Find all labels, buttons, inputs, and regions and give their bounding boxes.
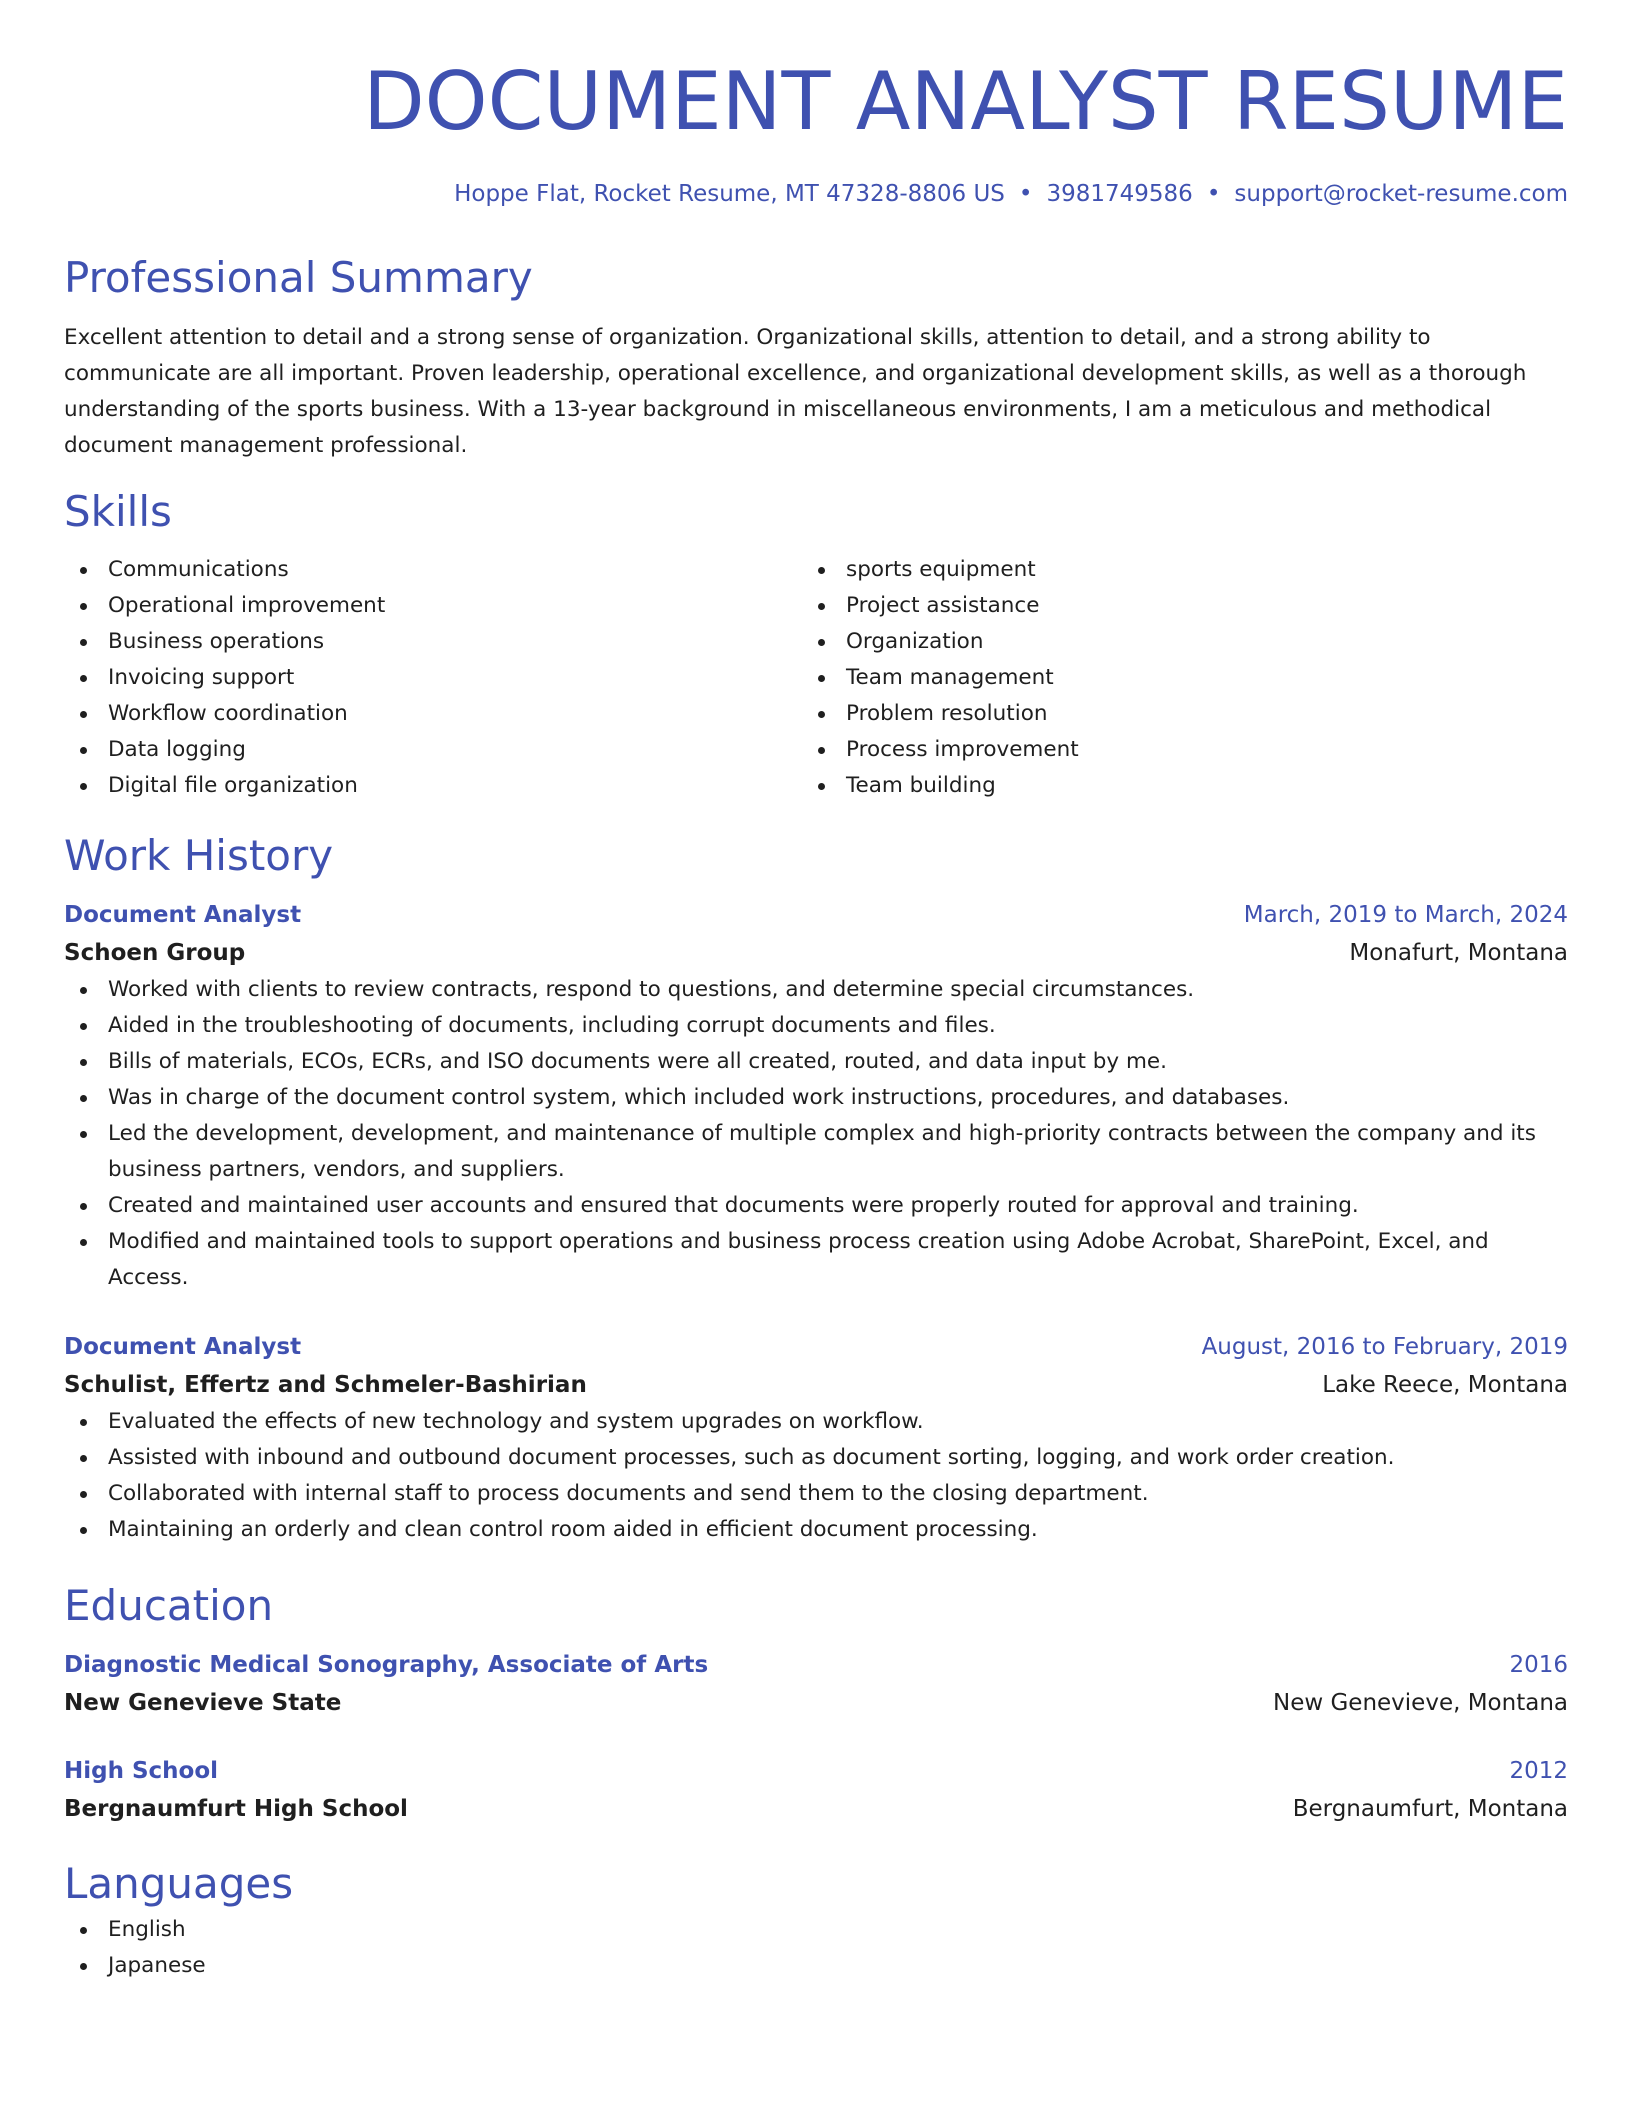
skill-item: Process improvement bbox=[802, 732, 1540, 768]
job-bullet: Was in charge of the document control system, which included work instructions, procedures, and databases. bbox=[64, 1080, 1568, 1116]
skill-item: Project assistance bbox=[802, 588, 1540, 624]
job-entry bbox=[64, 1328, 1568, 1548]
education-entry bbox=[64, 1752, 1568, 1828]
resume-header bbox=[64, 0, 1568, 210]
job-title: Document Analyst bbox=[64, 902, 302, 928]
skills-heading: Skills bbox=[64, 487, 172, 536]
job-company: Schulist, Effertz and Schmeler-Bashirian bbox=[64, 1372, 587, 1398]
contact-separator: • bbox=[1206, 181, 1221, 207]
resume-title: DOCUMENT ANALYST RESUME bbox=[363, 55, 1568, 148]
contact-line bbox=[64, 178, 1568, 210]
languages-list bbox=[64, 1912, 1568, 1984]
skills-column-right bbox=[802, 552, 1540, 804]
education-heading: Education bbox=[64, 1581, 274, 1630]
job-dates: March, 2019 to March, 2024 bbox=[1243, 902, 1568, 928]
skill-item: Operational improvement bbox=[64, 588, 802, 624]
job-bullets bbox=[64, 1404, 1568, 1548]
education-year: 2016 bbox=[1509, 1652, 1568, 1678]
language-item: Japanese bbox=[64, 1948, 1568, 1984]
job-bullet: Assisted with inbound and outbound document processes, such as document sorting, logging, and work order creation. bbox=[64, 1440, 1568, 1476]
job-bullet: Created and maintained user accounts and ensured that documents were properly routed for approval and training. bbox=[64, 1188, 1568, 1224]
job-bullet: Bills of materials, ECOs, ECRs, and ISO documents were all created, routed, and data input by me. bbox=[64, 1044, 1568, 1080]
education-degree: Diagnostic Medical Sonography, Associate of Arts bbox=[64, 1652, 709, 1678]
education-location: Bergnaumfurt, Montana bbox=[1292, 1796, 1568, 1822]
skill-item: Organization bbox=[802, 624, 1540, 660]
job-company: Schoen Group bbox=[64, 940, 246, 966]
job-title: Document Analyst bbox=[64, 1334, 302, 1360]
language-item: English bbox=[64, 1912, 1568, 1948]
job-bullet: Modified and maintained tools to support operations and business process creation using Adobe Acrobat, SharePoint, Excel, and Access. bbox=[64, 1224, 1568, 1296]
skills-list bbox=[64, 552, 1568, 804]
skill-item: Communications bbox=[64, 552, 802, 588]
job-bullet: Aided in the troubleshooting of documents, including corrupt documents and files. bbox=[64, 1008, 1568, 1044]
education-school: New Genevieve State bbox=[64, 1690, 342, 1716]
languages-heading: Languages bbox=[64, 1859, 294, 1908]
job-bullet: Collaborated with internal staff to process documents and send them to the closing department. bbox=[64, 1476, 1568, 1512]
education-location: New Genevieve, Montana bbox=[1273, 1690, 1568, 1716]
contact-phone: 3981749586 bbox=[1046, 181, 1193, 207]
skill-item: Invoicing support bbox=[64, 660, 802, 696]
contact-address: Hoppe Flat, Rocket Resume, MT 47328-8806 US bbox=[454, 181, 1005, 207]
skill-item: Problem resolution bbox=[802, 696, 1540, 732]
education-year: 2012 bbox=[1509, 1758, 1568, 1784]
skill-item: Digital file organization bbox=[64, 768, 802, 804]
education-entry bbox=[64, 1646, 1568, 1722]
skill-item: Business operations bbox=[64, 624, 802, 660]
job-location: Lake Reece, Montana bbox=[1322, 1372, 1568, 1398]
job-dates: August, 2016 to February, 2019 bbox=[1201, 1334, 1568, 1360]
skill-item: Team building bbox=[802, 768, 1540, 804]
job-bullet: Maintaining an orderly and clean control room aided in efficient document processing. bbox=[64, 1512, 1568, 1548]
job-entry bbox=[64, 896, 1568, 1296]
job-bullet: Evaluated the effects of new technology and system upgrades on workflow. bbox=[64, 1404, 1568, 1440]
education-degree: High School bbox=[64, 1758, 219, 1784]
contact-separator: • bbox=[1018, 181, 1033, 207]
summary-text: Excellent attention to detail and a strong sense of organization. Organizational skills, attention to detail, and a strong ability to communicate are all important. Proven leadership, operational excellence, and organizational development skills, as well as a thorough understanding of the sports business. With a 13-year background in miscellaneous environments, I am a meticulous and methodical document management professional. bbox=[64, 325, 1527, 458]
skill-item: Data logging bbox=[64, 732, 802, 768]
contact-email: support@rocket-resume.com bbox=[1234, 181, 1568, 207]
job-bullet: Worked with clients to review contracts, respond to questions, and determine special circumstances. bbox=[64, 972, 1568, 1008]
job-bullets bbox=[64, 972, 1568, 1296]
skill-item: Workflow coordination bbox=[64, 696, 802, 732]
work-history-heading: Work History bbox=[64, 831, 334, 880]
skills-column-left bbox=[64, 552, 802, 804]
skill-item: Team management bbox=[802, 660, 1540, 696]
education-school: Bergnaumfurt High School bbox=[64, 1796, 408, 1822]
job-location: Monafurt, Montana bbox=[1349, 940, 1568, 966]
summary-heading: Professional Summary bbox=[64, 253, 533, 302]
skill-item: sports equipment bbox=[802, 552, 1540, 588]
job-bullet: Led the development, development, and maintenance of multiple complex and high-priority contracts between the company and its business partners, vendors, and suppliers. bbox=[64, 1116, 1568, 1188]
